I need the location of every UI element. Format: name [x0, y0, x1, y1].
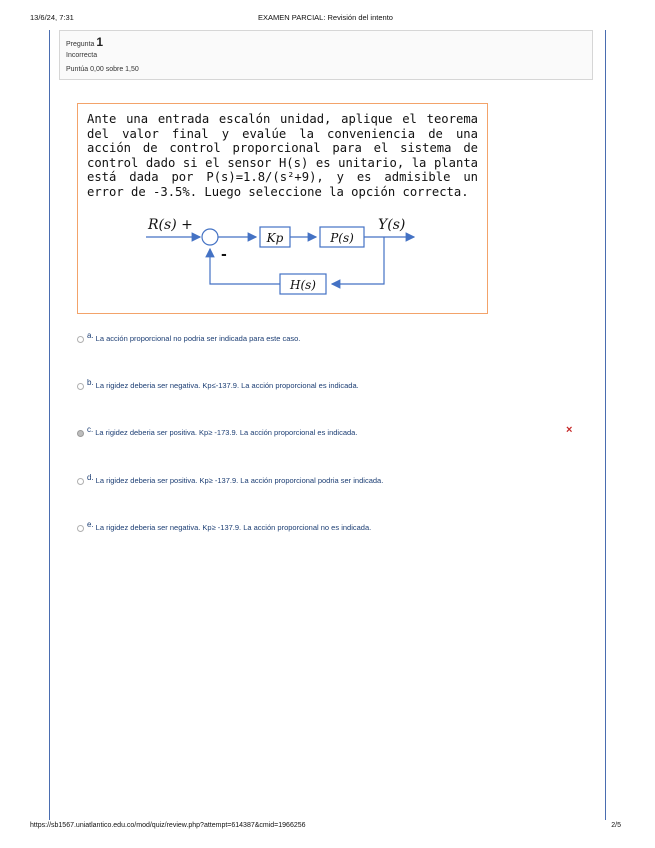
option-a[interactable]	[77, 331, 301, 350]
block-diagram	[138, 209, 438, 309]
summing-junction	[202, 229, 218, 245]
print-title: EXAMEN PARCIAL: Revisión del intento	[258, 13, 393, 22]
print-footer	[30, 822, 621, 834]
question-number-row	[66, 35, 586, 49]
page-left-border	[49, 30, 50, 820]
radio-a[interactable]	[77, 336, 84, 343]
question-line: del valor final y evalúe la conveniencia de una	[87, 126, 478, 141]
controller-label: Kp	[266, 231, 284, 245]
question-content-box	[77, 103, 488, 314]
radio-d[interactable]	[77, 478, 84, 485]
radio-b[interactable]	[77, 383, 84, 390]
minus-sign: -	[221, 247, 227, 263]
question-text	[87, 112, 478, 199]
incorrect-icon: ×	[566, 424, 573, 436]
plant-label: P(s)	[330, 231, 354, 245]
option-d[interactable]	[77, 473, 384, 492]
question-line: acción de control proporcional para el sistema de	[87, 141, 478, 155]
question-line: control dado si el sensor H(s) es unitario, la planta	[87, 155, 478, 170]
print-header	[30, 13, 621, 25]
option-text: La rigidez deberia ser negativa. Kp≤-137.9. La acción proporcional es indicada.	[95, 381, 359, 390]
option-letter: b.	[87, 378, 94, 387]
radio-c[interactable]	[77, 430, 84, 437]
question-label: Pregunta	[66, 41, 95, 48]
sensor-label: H(s)	[290, 278, 316, 292]
output-label: Y(s)	[378, 217, 406, 233]
radio-e[interactable]	[77, 525, 84, 532]
option-c[interactable]	[77, 425, 358, 444]
option-text: La acción proporcional no podria ser indicada para este caso.	[95, 334, 301, 343]
option-letter: a.	[87, 331, 94, 340]
question-info-box	[59, 30, 593, 80]
page-number: 2/5	[611, 822, 621, 829]
option-letter: d.	[87, 473, 94, 482]
question-score: Puntúa 0,00 sobre 1,50	[66, 66, 139, 73]
question-line: error de -3.5%. Luego seleccione la opción correcta.	[87, 184, 469, 199]
option-text: La rigidez deberia ser negativa. Kp≥ -137.9. La acción proporcional no es indicada.	[95, 523, 372, 532]
input-label: R(s) +	[148, 217, 193, 233]
option-b[interactable]	[77, 378, 359, 397]
page-url: https://sb1567.uniatlantico.edu.co/mod/quiz/review.php?attempt=614387&cmid=1966256	[30, 822, 306, 829]
page-right-border	[605, 30, 606, 820]
option-text: La rigidez deberia ser positiva. Kp≥ -173.9. La acción proporcional es indicada.	[95, 428, 358, 437]
option-e[interactable]	[77, 520, 372, 539]
print-date: 13/6/24, 7:31	[30, 13, 74, 22]
option-letter: c.	[87, 425, 94, 434]
option-text: La rigidez deberia ser positiva. Kp≥ -137.9. La acción proporcional podria ser indicada.	[95, 476, 384, 485]
option-letter: e.	[87, 520, 94, 529]
question-number: 1	[96, 35, 104, 49]
question-line: está dada por P(s)=1.8/(s²+9), y es admisible un	[87, 170, 478, 184]
question-line: Ante una entrada escalón unidad, aplique el teorema	[87, 112, 478, 126]
question-status: Incorrecta	[66, 52, 98, 59]
